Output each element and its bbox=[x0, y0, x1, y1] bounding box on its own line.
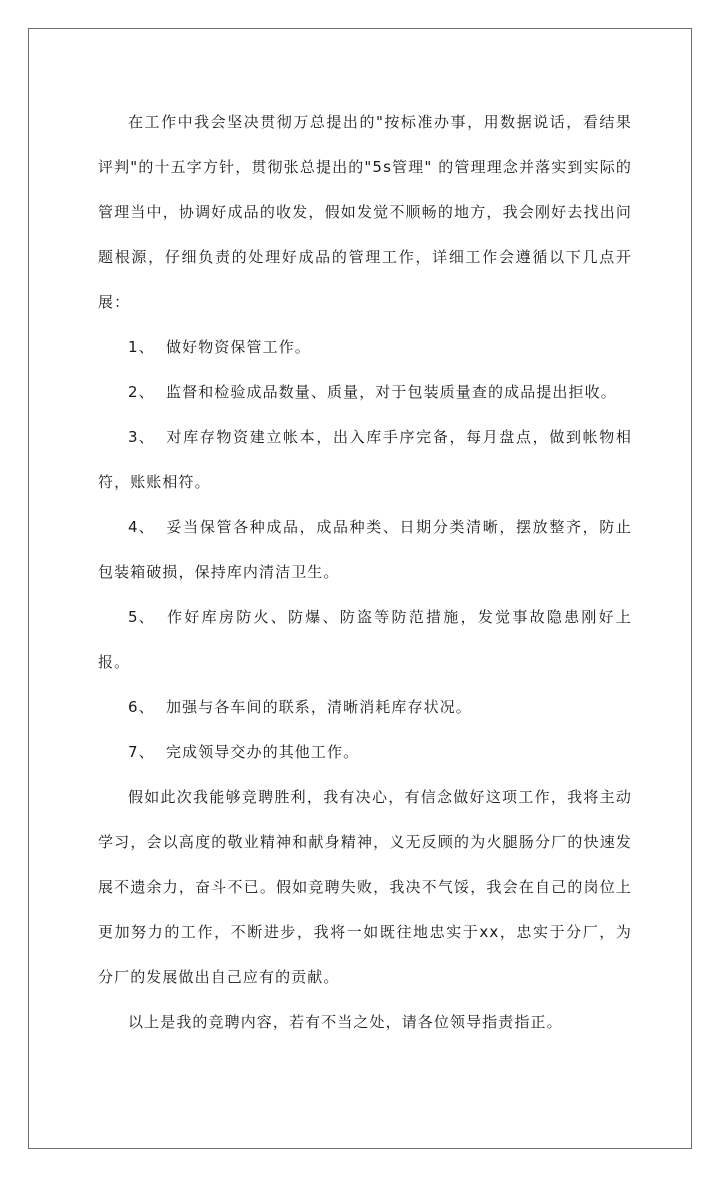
list-item-text: 做好物资保管工作。 bbox=[166, 338, 311, 356]
list-item bbox=[98, 595, 632, 685]
list-item-text: 对库存物资建立帐本，出入库手序完备，每月盘点，做到帐物相符，账账相符。 bbox=[98, 428, 632, 491]
list-item-number: 7、 bbox=[128, 743, 155, 761]
list-item bbox=[98, 505, 632, 595]
closing-paragraph: 假如此次我能够竞聘胜利，我有决心，有信念做好这项工作，我将主动学习，会以高度的敬业精神和献身精神，义无反顾的为火腿肠分厂的快速发展不遗余力，奋斗不已。假如竞聘失败，我决不气馁，我会在自己的岗位上更加努力的工作，不断进步，我将一如既往地忠实于xx，忠实于分厂，为分厂的发展做出自己应有的贡献。 bbox=[98, 788, 632, 986]
list-item-number: 5、 bbox=[128, 608, 155, 626]
list-item bbox=[98, 415, 632, 505]
list-item-number: 4、 bbox=[128, 518, 155, 536]
final-paragraph: 以上是我的竞聘内容，若有不当之处，请各位领导指责指正。 bbox=[128, 1013, 563, 1031]
list-item-number: 6、 bbox=[128, 698, 155, 716]
list-item-text: 妥当保管各种成品，成品种类、日期分类清晰，摆放整齐，防止包装箱破损，保持库内清洁卫生。 bbox=[98, 518, 632, 581]
list-item-text: 完成领导交办的其他工作。 bbox=[166, 743, 360, 761]
list-item bbox=[98, 370, 632, 415]
list-item-number: 1、 bbox=[128, 338, 155, 356]
list-item-number: 3、 bbox=[128, 428, 155, 446]
list-item-number: 2、 bbox=[128, 383, 155, 401]
list-item-text: 监督和检验成品数量、质量，对于包装质量查的成品提出拒收。 bbox=[166, 383, 617, 401]
list-item bbox=[98, 325, 632, 370]
list-item bbox=[98, 685, 632, 730]
list-item bbox=[98, 730, 632, 775]
list-item-text: 加强与各车间的联系，清晰消耗库存状况。 bbox=[166, 698, 472, 716]
document-body bbox=[98, 100, 632, 1045]
intro-paragraph: 在工作中我会坚决贯彻万总提出的"按标准办事，用数据说话，看结果评判"的十五字方针，贯彻张总提出的"5s管理" 的管理理念并落实到实际的管理当中，协调好成品的收发，假如发觉不顺畅的地方，我会刚好去找出问题根源，仔细负责的处理好成品的管理工作，详细工作会遵循以下几点开展： bbox=[98, 113, 632, 311]
list-item-text: 作好库房防火、防爆、防盗等防范措施，发觉事故隐患刚好上报。 bbox=[98, 608, 632, 671]
